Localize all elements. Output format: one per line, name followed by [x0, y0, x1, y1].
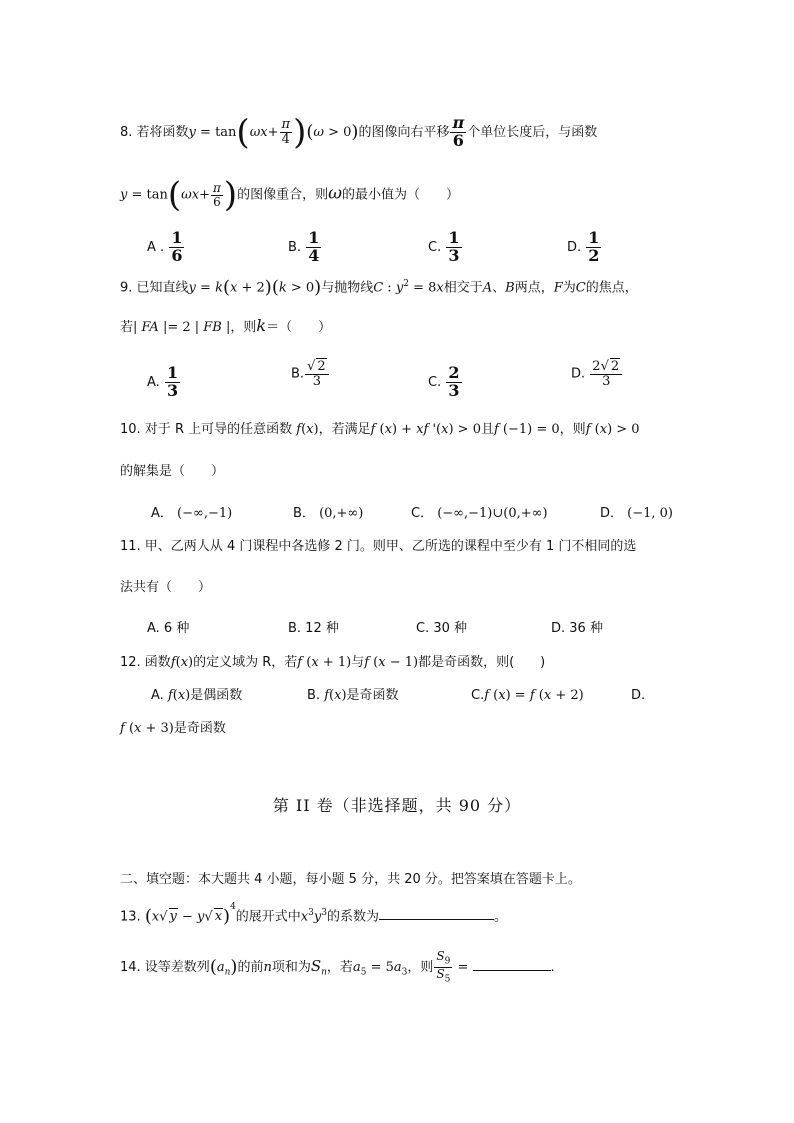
- q11-option-d: D. 36 种: [551, 621, 603, 636]
- q9-line1: 9. 已知直线y = k(x + 2)(k > 0)与抛物线C : $y^2 = 8x$相交于A、B两点，F为C的焦点，: [120, 276, 638, 298]
- q8-option-c: C. $\frac{1}{3}$: [428, 228, 460, 265]
- q9-option-d: D. $\frac{2√ 2}{3}$: [571, 360, 623, 388]
- q8-line2: y = tan(ωx+ $\frac{\pi}{6}$ )的图像重合，则ω的最小值为（ ）: [120, 175, 460, 215]
- q9-line2: 若| FA |= 2 | FB |，则k＝（ ）: [120, 316, 332, 335]
- q8-frac-pi6: $\frac{\pi}{6}$: [452, 113, 465, 150]
- q12-option-d: D.: [631, 688, 646, 703]
- q10-line2: 的解集是（ ）: [120, 464, 225, 479]
- q9-option-c: C. $\frac{2}{3}$: [428, 363, 460, 400]
- q10-option-d: D． (−1, 0): [600, 506, 673, 521]
- q12-line3: f (x + 3)是奇函数: [120, 721, 226, 736]
- q11-line1: 11. 甲、乙两人从 4 门课程中各选修 2 门。则甲、乙所选的课程中至少有 1 门不相同的选: [120, 539, 637, 554]
- q11-option-c: C. 30 种: [416, 621, 468, 636]
- q8-frac-pi4: $\frac{\pi}{4}$: [281, 117, 291, 147]
- q10-option-b: B． (0,+∞): [293, 506, 364, 521]
- q12-option-b: B. f(x)是奇函数: [307, 688, 399, 703]
- q11-option-a: A. 6 种: [147, 621, 190, 636]
- q8-option-a: A . $\frac{1}{6}$: [147, 228, 183, 265]
- q9-option-b: B. $\frac{√ 2}{3}$: [291, 360, 330, 388]
- q9-option-a: A. $\frac{1}{3}$: [147, 363, 179, 400]
- q13-line: 13. (x√ y − y√ x)$^4$的展开式中$x^3y^3$的系数为 。: [120, 902, 508, 927]
- section-heading: 第 II 卷（非选择题，共 90 分）: [272, 796, 522, 815]
- q12-option-a: A. f(x)是偶函数: [151, 688, 243, 703]
- q8-option-b: B. $\frac{1}{4}$: [288, 228, 320, 265]
- q11-option-b: B. 12 种: [288, 621, 339, 636]
- section2-instructions: 二、填空题：本大题共 4 小题，每小题 5 分，共 20 分。把答案填在答题卡上。: [120, 872, 581, 887]
- q11-line2: 法共有（ ）: [120, 580, 212, 595]
- q10-option-c: C． (−∞,−1)∪(0,+∞): [411, 506, 548, 521]
- q10-option-a: A． (−∞,−1): [151, 506, 233, 521]
- q12-line1: 12. 函数f(x)的定义域为 R，若f (x + 1)与f (x − 1)都是奇函数，则( ): [120, 655, 546, 670]
- q14-line: 14. 设等差数列$(a_n)$的前n项和为$S_n$，若$a_5 = 5a_3$，则 $\frac{S_9}{S_5}$ = .: [120, 949, 555, 985]
- q10-line1: 10. 对于 R 上可导的任意函数 f(x)，若满足f (x) + xf '(x) > 0且f (−1) = 0，则f (x) > 0: [120, 422, 640, 437]
- q13-answer-blank[interactable]: [379, 919, 494, 920]
- q8-func: y: [188, 124, 196, 140]
- q8-option-d: D. $\frac{1}{2}$: [567, 228, 600, 265]
- q14-answer-blank[interactable]: [473, 970, 551, 971]
- q12-option-c: C.f (x) = f (x + 2): [471, 688, 584, 703]
- q8-line1: 8. 若将函数y = tan(ωx+ $\frac{\pi}{4}$ )(ω > 0)的图像向右平移 $\frac{\pi}{6}$ 个单位长度后，与函数: [120, 112, 598, 153]
